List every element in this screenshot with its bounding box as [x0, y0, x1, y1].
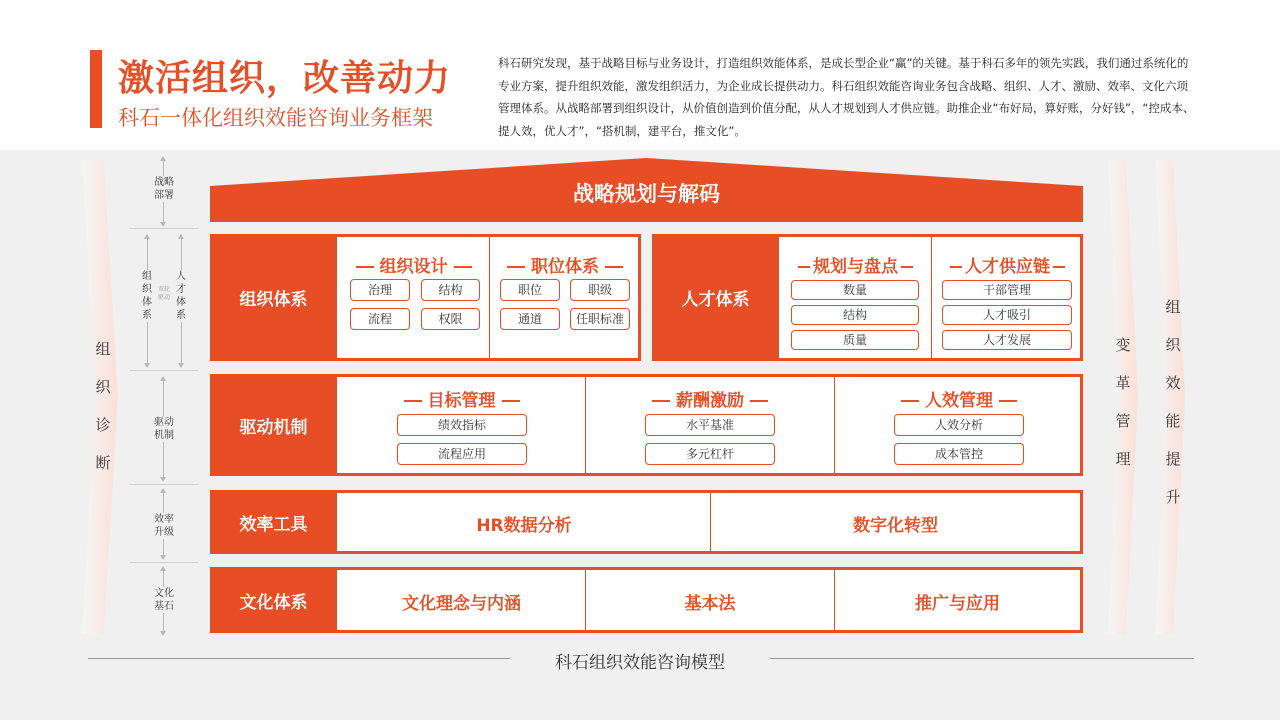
promotion-application: 推广与应用: [915, 594, 1000, 614]
vertical-char: 理: [1115, 450, 1131, 468]
pill-quality: 质量: [791, 330, 919, 350]
talent-system-label: 人才体系: [652, 234, 779, 361]
planning-title: [780, 252, 931, 277]
compensation-title-text: 薪酬激励: [676, 391, 744, 411]
vertical-char: 升: [1165, 488, 1181, 506]
level-divider: [130, 562, 198, 563]
vertical-char: 织: [95, 378, 111, 396]
culture-concept: 文化理念与内涵: [402, 594, 521, 614]
vertical-char: 变: [1115, 336, 1131, 354]
pill-kpi: 绩效指标: [397, 414, 527, 436]
pill-grade: 职级: [570, 279, 630, 301]
page-title: 激活组织，改善动力: [118, 58, 452, 99]
pill-attraction: 人才吸引: [942, 305, 1072, 325]
level-divider: [130, 484, 198, 485]
target-mgmt-title-text: 目标管理: [427, 391, 496, 411]
level-label-drive: 驱动 机制: [130, 416, 198, 442]
pill-quantity: 数量: [791, 280, 919, 300]
strategy-roof-label: 战略规划与解码: [573, 182, 720, 206]
vertical-char: 断: [95, 454, 111, 472]
efficiency-boost-label: [1158, 288, 1188, 516]
org-system-label: 组织体系: [210, 234, 337, 361]
level-divider: [130, 370, 198, 371]
position-system-title: [490, 252, 640, 277]
level-label-efficiency: 效率 升级: [130, 513, 198, 539]
digital-transformation: 数字化转型: [853, 516, 938, 536]
level-label-talent: 人才 体系: [176, 271, 186, 321]
pill-structure: 结构: [421, 279, 480, 301]
vertical-char: 诊: [95, 416, 111, 434]
vertical-char: 织: [1165, 336, 1181, 354]
level-label-dual: 双轮驱动: [157, 286, 170, 301]
pill-process: 流程: [350, 308, 410, 330]
efficiency-mgmt-title-text: 人效管理: [925, 391, 993, 411]
vertical-char: 组: [1165, 298, 1181, 316]
footer-line-right: [770, 658, 1194, 659]
level-label-org: 组织 体系: [142, 271, 152, 321]
vertical-char: 提: [1165, 450, 1181, 468]
change-mgmt-label: [1108, 326, 1138, 478]
page-subtitle: 科石一体化组织效能咨询业务框架: [118, 106, 433, 130]
culture-system-label: 文化体系: [210, 567, 337, 633]
pill-benchmark: 水平基准: [645, 414, 775, 436]
pill-qualification: 任职标准: [570, 308, 630, 330]
vertical-char: 能: [1165, 412, 1181, 430]
level-label-culture: 文化 基石: [130, 587, 198, 613]
pill-position: 职位: [500, 279, 560, 301]
supply-chain-title-text: 人才供应链: [965, 257, 1050, 277]
position-system-title-text: 职位体系: [531, 257, 599, 277]
org-design-title-text: 组织设计: [379, 257, 448, 277]
org-design-title: [338, 252, 489, 277]
compensation-title: [586, 386, 834, 411]
pill-authority: 权限: [421, 308, 480, 330]
intro-description: 科石研究发现，基于战略目标与业务设计，打造组织效能体系，是成长型企业“赢”的关键。基于科石多年的领先实践，我们通过系统化的专业方案，提升组织效能，激发组织活力，为企业成长提供动力。科石组织效能咨询业务包含战略、组织、人才、激励、效率、文化六项管理体系。从战略部署到组织设计，从价值创造到价值分配，从人才规划到人才供应链。助推企业“布好局，算好账，分好钱”，“控成本、提人效，优人才”，“搭机制，建平台，推文化”。: [498, 56, 1195, 138]
pill-cadre: 干部管理: [942, 280, 1072, 300]
vertical-char: 组: [95, 340, 111, 358]
pill-cost-control: 成本管控: [894, 443, 1024, 465]
efficiency-mgmt-title: [835, 386, 1083, 411]
pill-development: 人才发展: [942, 330, 1072, 350]
target-mgmt-title: [338, 386, 585, 411]
org-diagnosis-label: [88, 330, 118, 482]
drive-mechanism-label: 驱动机制: [210, 374, 337, 476]
model-caption: 科石组织效能咨询模型: [510, 648, 770, 673]
level-divider: [130, 228, 198, 229]
header: [0, 0, 1280, 150]
pill-process-app: 流程应用: [397, 443, 527, 465]
level-label-strategy: 战略 部署: [130, 176, 198, 202]
pill-leverage: 多元杠杆: [645, 443, 775, 465]
basic-law: 基本法: [684, 594, 736, 614]
pill-efficiency-analysis: 人效分析: [894, 414, 1024, 436]
supply-chain-title: [932, 252, 1083, 277]
vertical-char: 效: [1165, 374, 1181, 392]
hr-data-analysis: HR数据分析: [476, 516, 572, 536]
pill-governance: 治理: [350, 279, 410, 301]
efficiency-tools-label: 效率工具: [210, 490, 337, 554]
title-accent-bar: [90, 50, 102, 128]
vertical-char: 管: [1115, 412, 1131, 430]
pill-channel: 通道: [500, 308, 560, 330]
pill-talent-structure: 结构: [791, 305, 919, 325]
vertical-char: 革: [1115, 374, 1131, 392]
footer-line-left: [88, 658, 510, 659]
planning-title-text: 规划与盘点: [813, 257, 898, 277]
